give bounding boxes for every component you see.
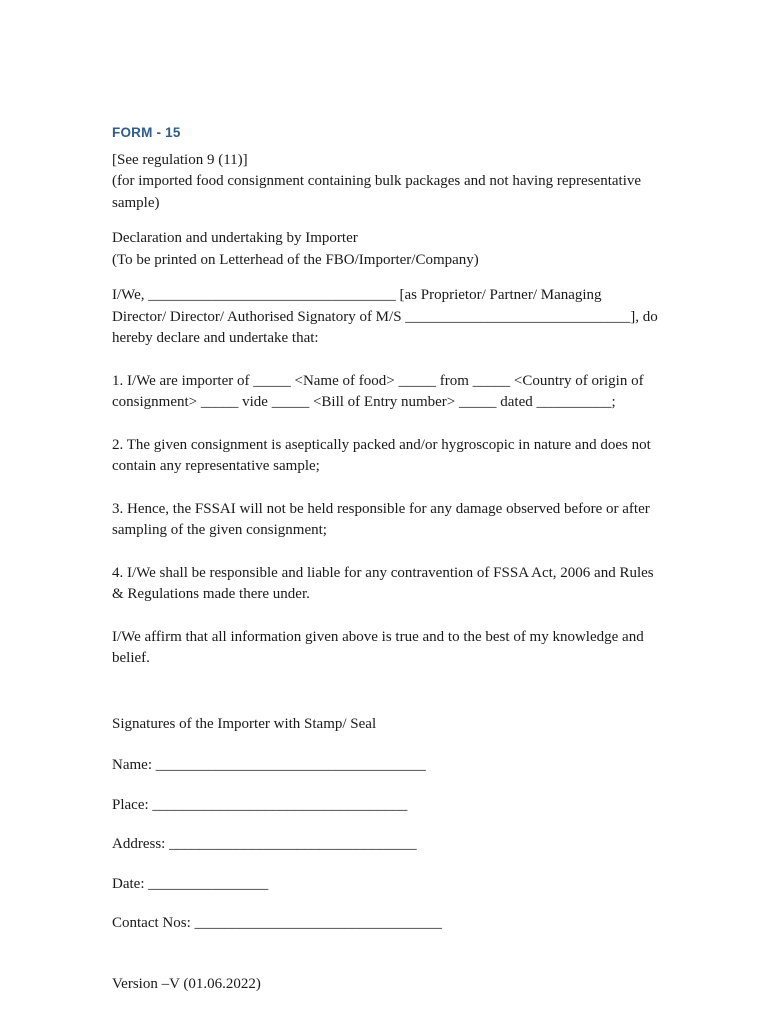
clause-3: 3. Hence, the FSSAI will not be held responsible for any damage observed before or after sampling of the given consignment; — [112, 500, 650, 539]
letterhead-note: (To be printed on Letterhead of the FBO/Importer/Company) — [112, 251, 479, 268]
spacer — [112, 350, 658, 371]
spacer — [112, 478, 658, 499]
spacer — [112, 214, 658, 228]
signature-field-date: Date: ________________ — [112, 875, 269, 892]
intro-paragraph: I/We, _________________________________ [as Proprietor/ Partner/ Managing Director/ Director/ Authorised Signatory of M/S ______________________________], do hereby declare and undertake that: — [112, 287, 658, 347]
regulation-reference: [See regulation 9 (11)] — [112, 151, 248, 168]
spacer — [112, 606, 658, 627]
signature-heading: Signatures of the Importer with Stamp/ Seal — [112, 715, 377, 732]
document-content — [112, 124, 658, 995]
spacer — [112, 271, 658, 285]
signature-field-name: Name: ____________________________________ — [112, 757, 426, 774]
clause-2: 2. The given consignment is aseptically packed and/or hygroscopic in nature and does not contain any representative sample; — [112, 436, 651, 475]
spacer — [112, 700, 658, 714]
clause-4: 4. I/We shall be responsible and liable for any contravention of FSSA Act, 2006 and Rules & Regulations made there under. — [112, 564, 654, 603]
spacer — [112, 542, 658, 563]
signature-field-contact: Contact Nos: _________________________________ — [112, 915, 442, 932]
signature-field-place: Place: __________________________________ — [112, 796, 408, 813]
affirmation-paragraph: I/We affirm that all information given above is true and to the best of my knowledge and belief. — [112, 628, 644, 667]
page-title: FORM - 15 — [112, 125, 181, 140]
spacer — [112, 414, 658, 435]
clause-1: 1. I/We are importer of _____ <Name of food> _____ from _____ <Country of origin of consignment> _____ vide _____ <Bill of Entry number> _____ dated __________; — [112, 372, 644, 411]
spacer — [112, 953, 658, 974]
version-label: Version –V (01.06.2022) — [112, 975, 261, 992]
spacer — [112, 670, 658, 700]
declaration-heading: Declaration and undertaking by Importer — [112, 230, 358, 247]
signature-field-address: Address: _________________________________ — [112, 836, 417, 853]
scope-note: (for imported food consignment containing bulk packages and not having representative sample) — [112, 173, 642, 211]
